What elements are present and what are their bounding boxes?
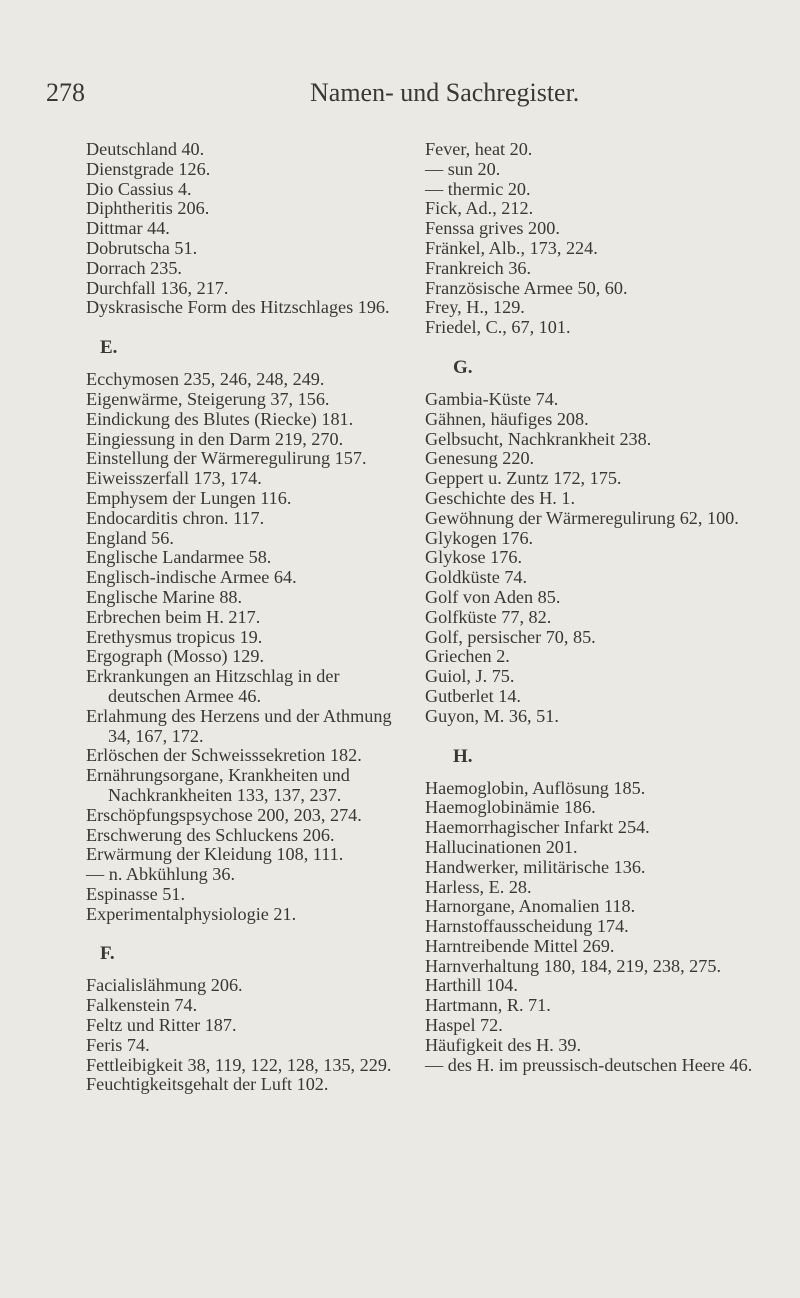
- index-entry: Fever, heat 20.: [425, 139, 533, 159]
- index-entry: Haemoglobinämie 186.: [425, 797, 596, 818]
- index-entry: Eingiessung in den Darm 219, 270.: [86, 428, 344, 449]
- index-entry: Golf von Aden 85.: [425, 586, 561, 607]
- index-entry: Dobrutscha 51.: [86, 237, 198, 258]
- index-entry: Erlahmung des Herzens und der Athmung 34, 167, 172.: [86, 705, 397, 746]
- index-entry: Facialislähmung 206.: [86, 975, 243, 996]
- index-entry: Gelbsucht, Nachkrankheit 238.: [425, 428, 652, 449]
- index-entry: Espinasse 51.: [86, 883, 186, 904]
- h-section: [425, 779, 800, 1076]
- index-entry: Harntreibende Mittel 269.: [425, 935, 615, 956]
- index-entry: Haspel 72.: [425, 1015, 503, 1036]
- f-section: [86, 976, 416, 1095]
- index-entry: — des H. im preussisch-deutschen Heere 46.: [425, 1054, 753, 1075]
- index-entry: Ergograph (Mosso) 129.: [86, 646, 264, 667]
- index-entry: Ecchymosen 235, 246, 248, 249.: [86, 369, 325, 390]
- section-letter-f: F.: [100, 943, 115, 965]
- index-entry: Deutschland 40.: [86, 139, 205, 159]
- index-entry: Erethysmus tropicus 19.: [86, 626, 263, 647]
- index-entry: Glykogen 176.: [425, 527, 534, 548]
- index-entry: Genesung 220.: [425, 448, 535, 469]
- index-entry: Dio Cassius 4.: [86, 178, 192, 199]
- index-entry: Goldküste 74.: [425, 567, 528, 588]
- index-entry: Eindickung des Blutes (Riecke) 181.: [86, 408, 354, 429]
- e-section: [86, 370, 416, 924]
- index-entry: Gutberlet 14.: [425, 685, 521, 706]
- running-title: Namen- und Sachregister.: [310, 78, 580, 107]
- g-section: [425, 390, 800, 727]
- index-entry: Englische Marine 88.: [86, 586, 243, 607]
- index-entry: Harnorgane, Anomalien 118.: [425, 896, 636, 917]
- index-entry: Golfküste 77, 82.: [425, 606, 552, 627]
- index-entry: Golf, persischer 70, 85.: [425, 626, 596, 647]
- index-entry: Englisch-indische Armee 64.: [86, 567, 297, 588]
- index-entry: Frey, H., 129.: [425, 297, 525, 318]
- index-entry: Harnstoffausscheidung 174.: [425, 916, 629, 937]
- index-entry: Harnverhaltung 180, 184, 219, 238, 275.: [425, 955, 722, 976]
- index-entry: Harthill 104.: [425, 975, 518, 996]
- index-entry: Haemoglobin, Auflösung 185.: [425, 777, 646, 798]
- index-entry: Dittmar 44.: [86, 218, 170, 239]
- index-entry: Erlöschen der Schweisssekretion 182.: [86, 745, 362, 766]
- index-entry: Harless, E. 28.: [425, 876, 532, 897]
- index-entry: Einstellung der Wärmeregulirung 157.: [86, 448, 367, 469]
- index-entry: Hartmann, R. 71.: [425, 995, 551, 1016]
- index-entry: Endocarditis chron. 117.: [86, 507, 265, 528]
- index-entry: Fick, Ad., 212.: [425, 198, 534, 219]
- index-entry: — n. Abkühlung 36.: [86, 864, 236, 885]
- index-entry: Griechen 2.: [425, 646, 510, 667]
- index-entry: Geppert u. Zuntz 172, 175.: [425, 468, 622, 489]
- index-entry: Guiol, J. 75.: [425, 666, 515, 687]
- index-entry: Erbrechen beim H. 217.: [86, 606, 261, 627]
- index-entry: Ernährungsorgane, Krankheiten und Nachkrankheiten 133, 137, 237.: [86, 765, 355, 805]
- page-header: [0, 78, 800, 114]
- index-entry: Französische Armee 50, 60.: [425, 277, 628, 298]
- section-letter-h: H.: [453, 745, 473, 767]
- index-entry: Haemorrhagischer Infarkt 254.: [425, 817, 650, 838]
- index-entry: Feris 74.: [86, 1034, 150, 1055]
- index-entry: Durchfall 136, 217.: [86, 277, 229, 298]
- index-entry: — thermic 20.: [425, 178, 531, 199]
- left-column: [86, 140, 416, 1095]
- index-entry: Erschwerung des Schluckens 206.: [86, 824, 335, 845]
- index-entry: Erschöpfungspsychose 200, 203, 274.: [86, 804, 362, 825]
- index-entry: Fettleibigkeit 38, 119, 122, 128, 135, 229.: [86, 1054, 392, 1075]
- index-entry: Dienstgrade 126.: [86, 158, 211, 179]
- index-entry: Dyskrasische Form des Hitzschlages 196.: [86, 297, 390, 318]
- section-letter-e: E.: [100, 337, 118, 359]
- index-entry: Geschichte des H. 1.: [425, 487, 576, 508]
- index-entry: Hallucinationen 201.: [425, 836, 578, 857]
- index-entry: Falkenstein 74.: [86, 995, 198, 1016]
- index-entry: Erkrankungen an Hitzschlag in der deutschen Armee 46.: [86, 666, 345, 706]
- index-entry: Gähnen, häufiges 208.: [425, 408, 589, 429]
- index-entry: Dorrach 235.: [86, 257, 182, 278]
- index-entry: Eigenwärme, Steigerung 37, 156.: [86, 388, 330, 409]
- index-entry: Handwerker, militärische 136.: [425, 856, 646, 877]
- index-entry: Friedel, C., 67, 101.: [425, 317, 571, 338]
- index-entry: Eiweisszerfall 173, 174.: [86, 468, 262, 489]
- index-entry: Emphysem der Lungen 116.: [86, 487, 292, 508]
- index-entry: Feltz und Ritter 187.: [86, 1015, 237, 1036]
- index-entry: Erwärmung der Kleidung 108, 111.: [86, 844, 344, 865]
- index-entry: Englische Landarmee 58.: [86, 547, 272, 568]
- index-entry: Gambia-Küste 74.: [425, 388, 559, 409]
- f-section-continued: [425, 140, 800, 338]
- index-entry: Häufigkeit des H. 39.: [425, 1034, 582, 1055]
- index-entry: Experimentalphysiologie 21.: [86, 903, 297, 924]
- index-entry: — sun 20.: [425, 158, 501, 179]
- index-entry: Guyon, M. 36, 51.: [425, 705, 559, 726]
- section-letter-g: G.: [453, 356, 473, 378]
- index-entry: Feuchtigkeitsgehalt der Luft 102.: [86, 1074, 329, 1095]
- index-entry: England 56.: [86, 527, 174, 548]
- page-number: 278: [46, 78, 85, 107]
- index-entry: Frankreich 36.: [425, 257, 532, 278]
- index-entry: Gewöhnung der Wärmeregulirung 62, 100.: [425, 507, 739, 528]
- index-entry: Glykose 176.: [425, 547, 522, 568]
- d-section: [86, 140, 416, 318]
- index-entry: Fränkel, Alb., 173, 224.: [425, 237, 598, 258]
- right-column: [425, 140, 800, 1075]
- index-entry: Diphtheritis 206.: [86, 198, 210, 219]
- index-entry: Fenssa grives 200.: [425, 218, 560, 239]
